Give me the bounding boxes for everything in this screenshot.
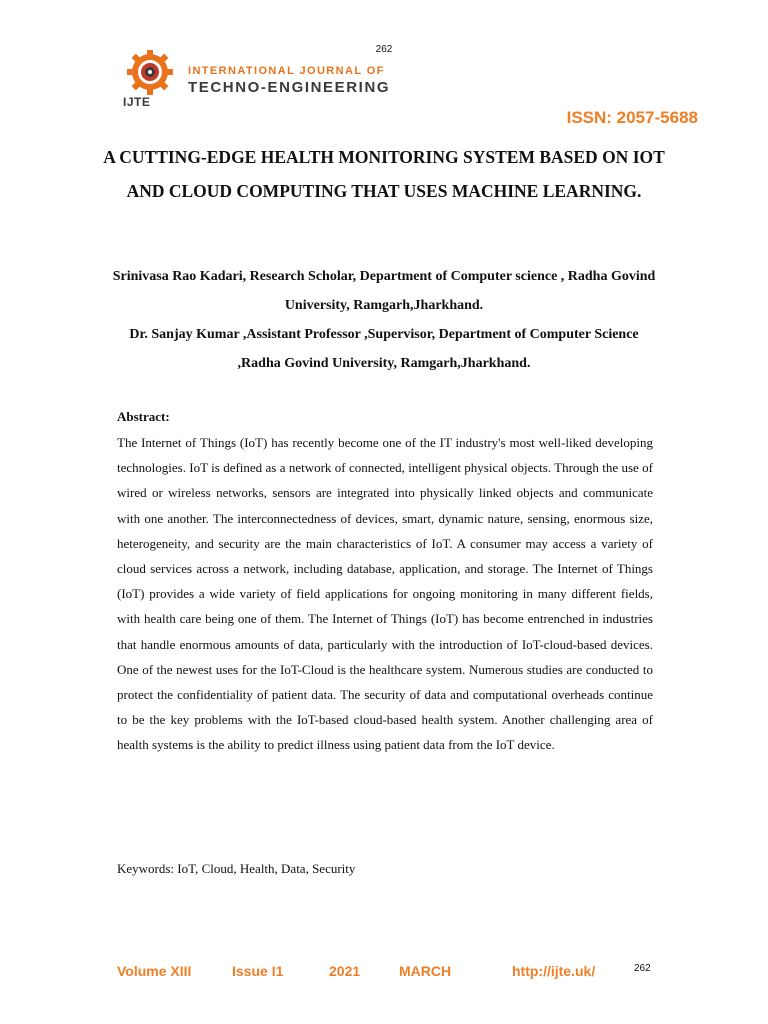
journal-abbreviation: IJTE	[123, 95, 151, 109]
journal-name-line1: INTERNATIONAL JOURNAL OF	[188, 65, 385, 77]
footer-url[interactable]: http://ijte.uk/	[512, 963, 596, 979]
issn-label: ISSN: 2057-5688	[566, 108, 698, 127]
paper-title: A CUTTING-EDGE HEALTH MONITORING SYSTEM BASED ON IOT AND CLOUD COMPUTING THAT USES MACHINE LEARNING.	[103, 147, 665, 201]
footer-issue: Issue I1	[232, 963, 284, 979]
page-number-top: 262	[375, 44, 393, 55]
keywords: Keywords: IoT, Cloud, Health, Data, Security	[117, 861, 356, 876]
journal-name-line2: TECHNO-ENGINEERING	[188, 79, 391, 96]
footer-page-number: 262	[634, 963, 651, 974]
author-list	[110, 262, 658, 378]
journal-logo	[120, 50, 420, 112]
author-2: Dr. Sanjay Kumar ,Assistant Professor ,Supervisor, Department of Computer Science ,Radha Govind University, Ramgarh,Jharkhand.	[129, 327, 639, 371]
abstract-heading: Abstract:	[117, 409, 170, 424]
footer-year: 2021	[329, 963, 361, 979]
footer-month: MARCH	[399, 963, 452, 979]
abstract-text: The Internet of Things (IoT) has recently become one of the IT industry's most well-liked developing technologies. IoT is defined as a network of connected, intelligent physical objects. Through the use of wired or wireless networks, sensors are integrated into physically linked objects and communicate with one another. The interconnectedness of devices, smart, dynamic nature, sensing, enormous size, heterogeneity, and security are the main characteristics of IoT. A consumer may access a variety of cloud services across a network, including database, application, and storage. The Internet of Things (IoT) provides a wide variety of field applications for ongoing monitoring in many different fields, with health care being one of them. The Internet of Things (IoT) has become entrenched in industries that handle enormous amounts of data, particularly with the introduction of IoT-cloud-based devices. One of the newest uses for the IoT-Cloud is the healthcare system. Numerous studies are conducted to protect the confidentiality of patient data. The security of data and computational overheads continue to be the key problems with the IoT-based cloud-based health system. Another challenging area of health systems is the ability to predict illness using patient data from the IoT device.	[117, 435, 653, 753]
footer-volume: Volume XIII	[117, 963, 192, 979]
author-1: Srinivasa Rao Kadari, Research Scholar, Department of Computer science , Radha Govind University, Ramgarh,Jharkhand.	[112, 269, 656, 313]
gear-emblem-icon	[120, 50, 186, 98]
